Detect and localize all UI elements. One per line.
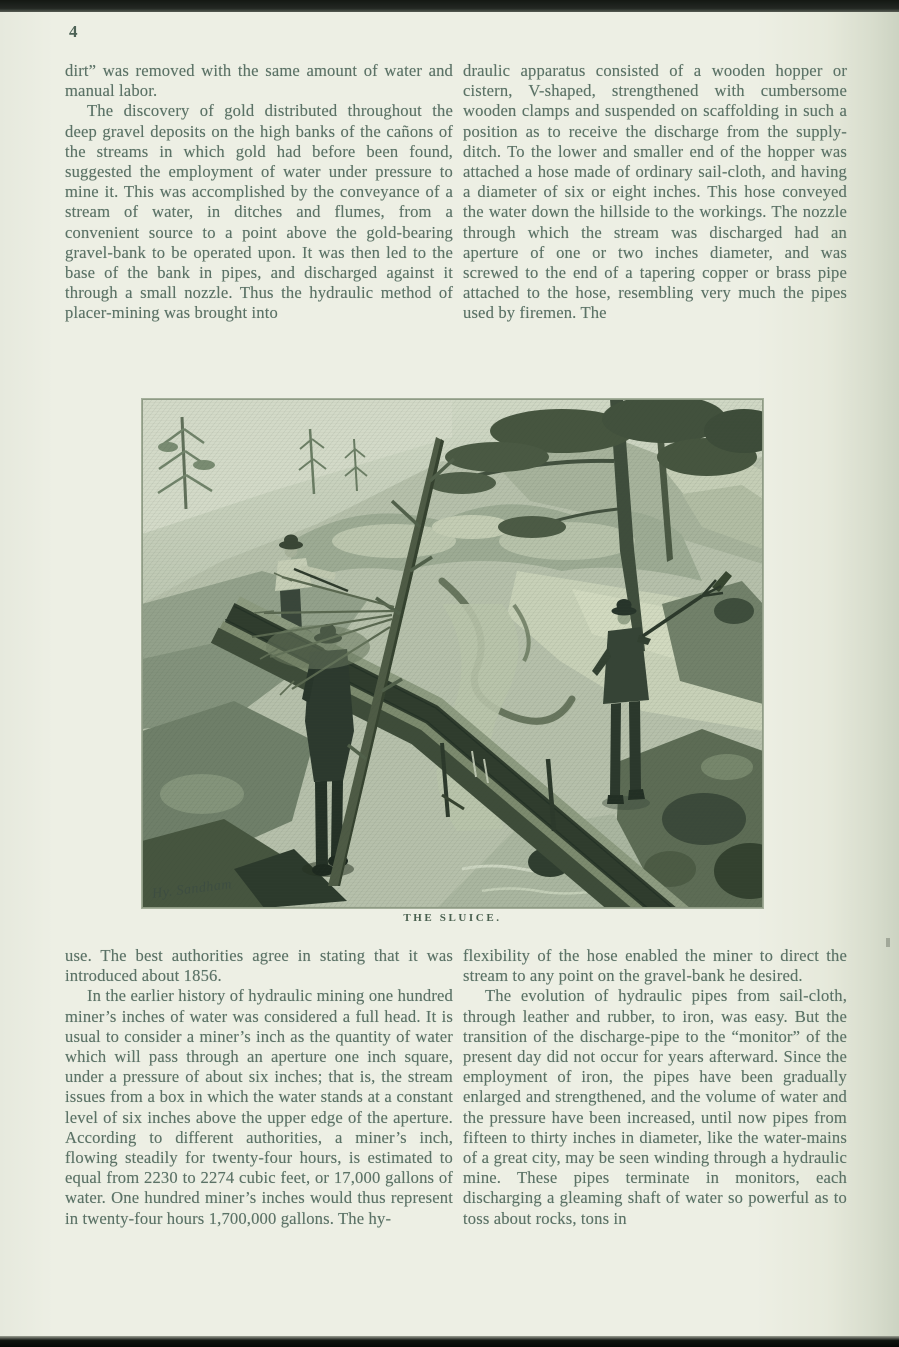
paragraph: draulic apparatus consisted of a wooden hopper or cistern, V-shaped, strengthened with cumbersome wooden clamps and suspended on scaffolding in such a position as to receive the discharge from the supply-ditch. To the lower and smaller end of the hopper was attached a hose made of ordinary sail-cloth, and having a diameter of six or eight inches. This hose conveyed the water down the hillside to the workings. The nozzle through which the stream was discharged had an aperture of one or two inches diameter, and was screwed to the end of a tapering copper or brass pipe attached to the hose, resembling very much the pipes used by firemen. The <box>463 61 847 323</box>
page-number: 4 <box>69 22 78 41</box>
sluice-engraving <box>142 399 763 908</box>
scan-edge-top <box>0 0 899 12</box>
artist-signature: Hy. Sandham <box>151 877 233 902</box>
column-top-right <box>463 61 847 324</box>
paragraph: The discovery of gold distributed throughout the deep gravel deposits on the high banks of the cañons of the streams in which gold had before been found, suggested the employment of water under pressure to mine it. This was accomplished by the conveyance of a stream of water, in ditches and flumes, from a convenient source to a point above the gold-bearing gravel-bank to be operated upon. It was then led to the base of the bank in pipes, and discharged against it through a small nozzle. Thus the hydraulic method of placer-mining was brought into <box>65 101 453 323</box>
paragraph: In the earlier history of hydraulic mining one hundred miner’s inches of water was considered a full head. It is usual to consider a miner’s inch as the quantity of water which will pass through an aperture one inch square, under a pressure of about six inches; that is, the stream issues from a box in which the water stands at a constant level of six inches above the upper edge of the aperture. According to different authorities, a miner’s inch, flowing steadily for twenty-four hours, is estimated to equal from 2230 to 2274 cubic feet, or 17,000 gallons of water. One hundred miner’s inches would thus represent in twenty-four hours 1,700,000 gallons. The hy- <box>65 986 453 1228</box>
scan-edge-bottom <box>0 1336 899 1347</box>
paragraph: dirt” was removed with the same amount of water and manual labor. <box>65 61 453 101</box>
paragraph: flexibility of the hose enabled the miner to direct the stream to any point on the gravel-bank he desired. <box>463 946 847 986</box>
paragraph: The evolution of hydraulic pipes from sail-cloth, through leather and rubber, to iron, was easy. But the transition of the discharge-pipe to the “monitor” of the present day did not occur for years afterward. Since the employment of iron, the pipes have been gradually enlarged and strengthened, and the volume of water and the pressure have been increased, until now pipes from fifteen to thirty inches in diameter, like the water-mains of a great city, may be seen winding through a hydraulic mine. These pipes terminate in monitors, each discharging a gleaming shaft of water so powerful as to toss about rocks, tons in <box>463 986 847 1228</box>
column-bottom-right <box>463 946 847 1229</box>
figure-the-sluice <box>142 399 763 908</box>
column-bottom-left <box>65 946 453 1229</box>
paragraph: use. The best authorities agree in stating that it was introduced about 1856. <box>65 946 453 986</box>
figure-caption: THE SLUICE. <box>403 912 502 924</box>
column-top-left <box>65 61 453 324</box>
scan-smudge <box>886 938 890 947</box>
